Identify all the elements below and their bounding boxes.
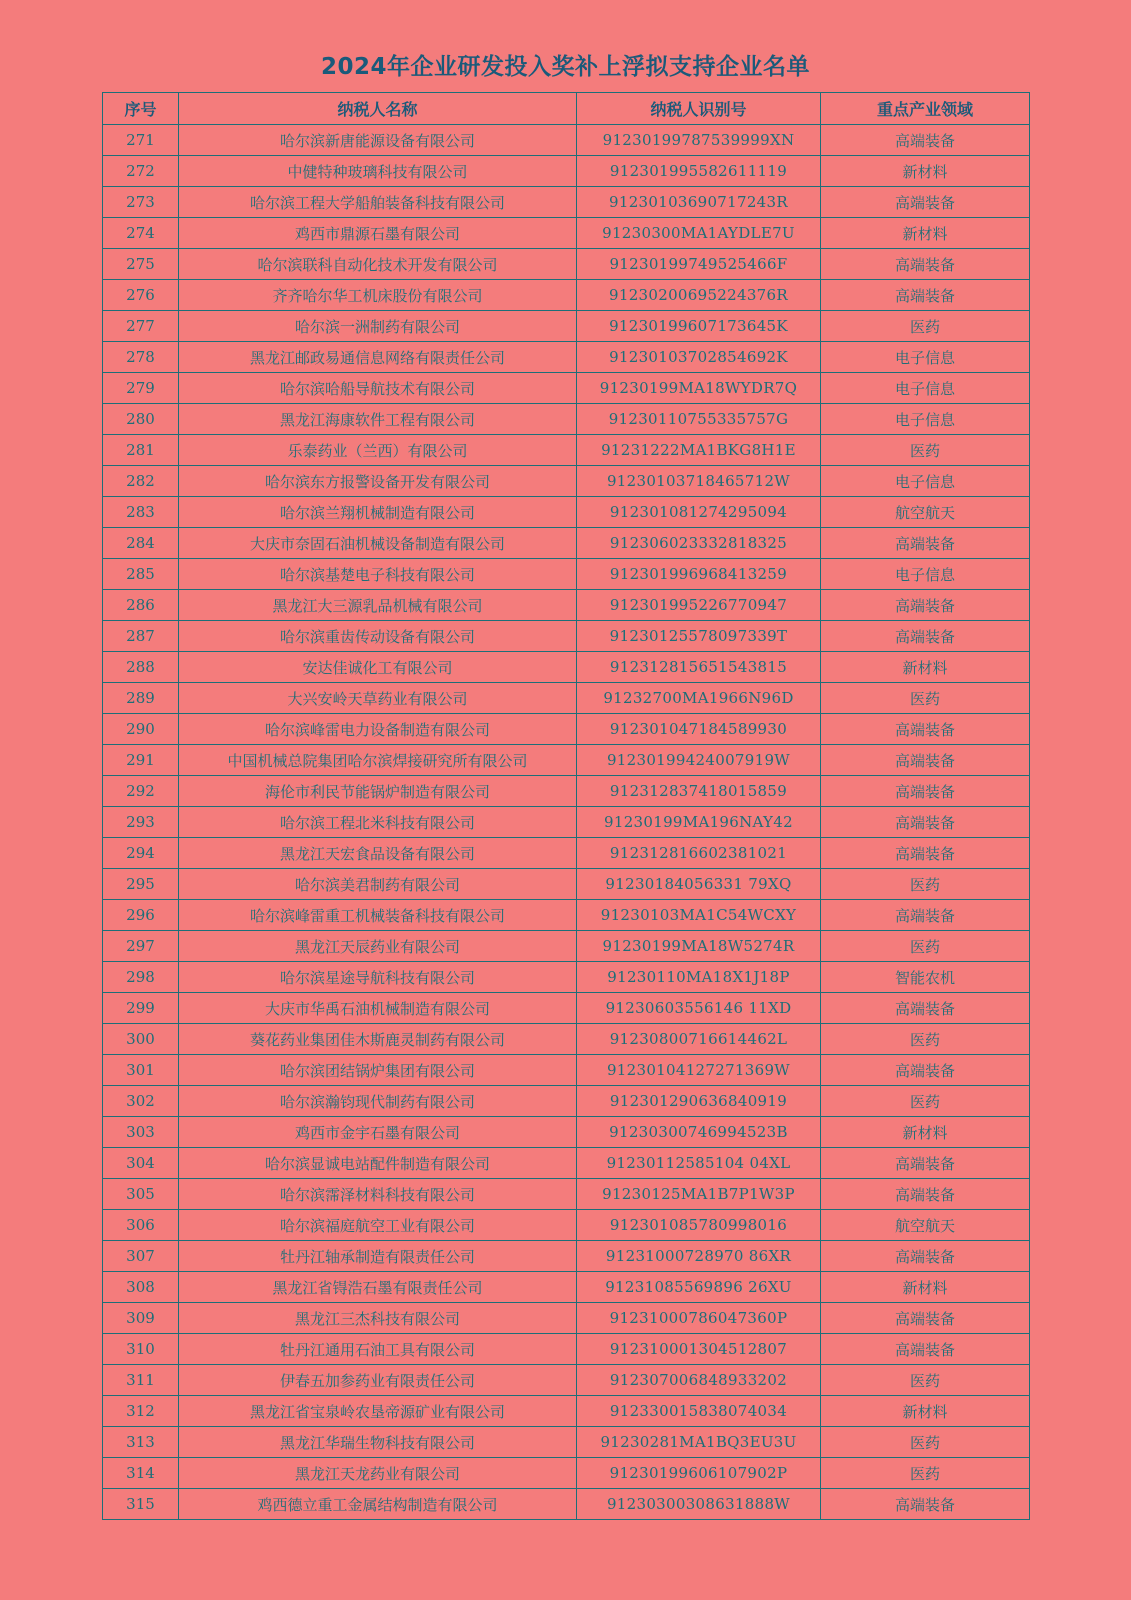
cell-index: 272 — [103, 156, 179, 187]
cell-index: 299 — [103, 993, 179, 1024]
cell-taxpayer-id: 91230125MA1B7P1W3P — [577, 1179, 821, 1210]
cell-taxpayer-id: 91230103690717243R — [577, 187, 821, 218]
cell-taxpayer-id: 91232700MA1966N96D — [577, 683, 821, 714]
cell-taxpayer-id: 91230199606107902P — [577, 1458, 821, 1489]
cell-taxpayer-name: 黑龙江省宝泉岭农垦帝源矿业有限公司 — [179, 1396, 577, 1427]
table-row — [103, 559, 1030, 590]
cell-index: 295 — [103, 869, 179, 900]
cell-taxpayer-name: 中健特种玻璃科技有限公司 — [179, 156, 577, 187]
cell-taxpayer-id: 91230300746994523B — [577, 1117, 821, 1148]
cell-index: 294 — [103, 838, 179, 869]
table-row — [103, 931, 1030, 962]
cell-taxpayer-id: 91231085569896 26XU — [577, 1272, 821, 1303]
cell-industry-field: 新材料 — [821, 652, 1030, 683]
cell-taxpayer-name: 黑龙江省锝浩石墨有限责任公司 — [179, 1272, 577, 1303]
cell-index: 312 — [103, 1396, 179, 1427]
cell-taxpayer-id: 91230199749525466F — [577, 249, 821, 280]
cell-taxpayer-id: 91230110755335757G — [577, 404, 821, 435]
header-industry-field: 重点产业领域 — [821, 93, 1030, 125]
cell-taxpayer-id: 91230112585104 04XL — [577, 1148, 821, 1179]
cell-taxpayer-name: 黑龙江大三源乳品机械有限公司 — [179, 590, 577, 621]
table-row — [103, 125, 1030, 156]
cell-index: 297 — [103, 931, 179, 962]
cell-index: 274 — [103, 218, 179, 249]
cell-index: 307 — [103, 1241, 179, 1272]
table-row — [103, 1241, 1030, 1272]
cell-taxpayer-id: 912301047184589930 — [577, 714, 821, 745]
page-title: 2024年企业研发投入奖补上浮拟支持企业名单 — [320, 54, 810, 80]
cell-taxpayer-id: 912301995582611119 — [577, 156, 821, 187]
cell-taxpayer-id: 91230104127271369W — [577, 1055, 821, 1086]
cell-taxpayer-id: 91230300308631888W — [577, 1489, 821, 1520]
cell-industry-field: 医药 — [821, 1458, 1030, 1489]
cell-index: 305 — [103, 1179, 179, 1210]
cell-industry-field: 高端装备 — [821, 1303, 1030, 1334]
cell-taxpayer-name: 哈尔滨哈船导航技术有限公司 — [179, 373, 577, 404]
enterprise-table — [102, 92, 1030, 1520]
cell-industry-field: 医药 — [821, 1086, 1030, 1117]
cell-industry-field: 新材料 — [821, 156, 1030, 187]
cell-industry-field: 智能农机 — [821, 962, 1030, 993]
table-row — [103, 1055, 1030, 1086]
cell-taxpayer-name: 鸡西市鼎源石墨有限公司 — [179, 218, 577, 249]
cell-index: 284 — [103, 528, 179, 559]
table-row — [103, 1427, 1030, 1458]
cell-industry-field: 高端装备 — [821, 590, 1030, 621]
cell-taxpayer-name: 大庆市奈固石油机械设备制造有限公司 — [179, 528, 577, 559]
cell-index: 278 — [103, 342, 179, 373]
cell-taxpayer-name: 黑龙江邮政易通信息网络有限责任公司 — [179, 342, 577, 373]
cell-industry-field: 高端装备 — [821, 249, 1030, 280]
cell-industry-field: 高端装备 — [821, 900, 1030, 931]
cell-taxpayer-name: 哈尔滨显诚电站配件制造有限公司 — [179, 1148, 577, 1179]
cell-industry-field: 航空航天 — [821, 1210, 1030, 1241]
cell-index: 280 — [103, 404, 179, 435]
cell-industry-field: 高端装备 — [821, 1179, 1030, 1210]
table-row — [103, 776, 1030, 807]
cell-taxpayer-name: 中国机械总院集团哈尔滨焊接研究所有限公司 — [179, 745, 577, 776]
cell-taxpayer-id: 91230103MA1C54WCXY — [577, 900, 821, 931]
table-row — [103, 869, 1030, 900]
table-row — [103, 218, 1030, 249]
table-row — [103, 1024, 1030, 1055]
table-row — [103, 435, 1030, 466]
cell-industry-field: 高端装备 — [821, 807, 1030, 838]
cell-index: 271 — [103, 125, 179, 156]
cell-taxpayer-name: 齐齐哈尔华工机床股份有限公司 — [179, 280, 577, 311]
cell-taxpayer-id: 91230200695224376R — [577, 280, 821, 311]
table-row — [103, 373, 1030, 404]
cell-taxpayer-id: 912306023332818325 — [577, 528, 821, 559]
cell-industry-field: 高端装备 — [821, 993, 1030, 1024]
cell-index: 283 — [103, 497, 179, 528]
cell-taxpayer-id: 91231222MA1BKG8H1E — [577, 435, 821, 466]
cell-taxpayer-name: 哈尔滨重齿传动设备有限公司 — [179, 621, 577, 652]
cell-industry-field: 医药 — [821, 869, 1030, 900]
cell-taxpayer-id: 912330015838074034 — [577, 1396, 821, 1427]
cell-industry-field: 高端装备 — [821, 776, 1030, 807]
table-row — [103, 156, 1030, 187]
table-row — [103, 497, 1030, 528]
cell-index: 289 — [103, 683, 179, 714]
cell-taxpayer-id: 912307006848933202 — [577, 1365, 821, 1396]
cell-taxpayer-id: 91230300MA1AYDLE7U — [577, 218, 821, 249]
table-row — [103, 590, 1030, 621]
cell-index: 308 — [103, 1272, 179, 1303]
header-index: 序号 — [103, 93, 179, 125]
cell-taxpayer-id: 91230199607173645K — [577, 311, 821, 342]
table-row — [103, 900, 1030, 931]
cell-taxpayer-name: 黑龙江海康软件工程有限公司 — [179, 404, 577, 435]
cell-taxpayer-id: 91230184056331 79XQ — [577, 869, 821, 900]
cell-industry-field: 高端装备 — [821, 1334, 1030, 1365]
cell-taxpayer-id: 912312816602381021 — [577, 838, 821, 869]
cell-index: 314 — [103, 1458, 179, 1489]
cell-taxpayer-name: 大兴安岭天草药业有限公司 — [179, 683, 577, 714]
cell-index: 311 — [103, 1365, 179, 1396]
table-row — [103, 1396, 1030, 1427]
cell-index: 303 — [103, 1117, 179, 1148]
cell-index: 277 — [103, 311, 179, 342]
cell-index: 302 — [103, 1086, 179, 1117]
table-row — [103, 1086, 1030, 1117]
cell-taxpayer-name: 哈尔滨星途导航科技有限公司 — [179, 962, 577, 993]
cell-industry-field: 医药 — [821, 1427, 1030, 1458]
cell-taxpayer-name: 哈尔滨峰雷重工机械装备科技有限公司 — [179, 900, 577, 931]
table-row — [103, 1303, 1030, 1334]
table-row — [103, 714, 1030, 745]
cell-taxpayer-name: 哈尔滨兰翔机械制造有限公司 — [179, 497, 577, 528]
cell-industry-field: 高端装备 — [821, 714, 1030, 745]
cell-index: 298 — [103, 962, 179, 993]
table-row — [103, 1365, 1030, 1396]
cell-industry-field: 新材料 — [821, 218, 1030, 249]
cell-index: 315 — [103, 1489, 179, 1520]
cell-industry-field: 高端装备 — [821, 187, 1030, 218]
cell-industry-field: 医药 — [821, 1024, 1030, 1055]
cell-index: 282 — [103, 466, 179, 497]
cell-taxpayer-name: 哈尔滨工程北米科技有限公司 — [179, 807, 577, 838]
cell-industry-field: 医药 — [821, 435, 1030, 466]
cell-industry-field: 医药 — [821, 931, 1030, 962]
cell-industry-field: 航空航天 — [821, 497, 1030, 528]
table-row — [103, 683, 1030, 714]
cell-industry-field: 高端装备 — [821, 1148, 1030, 1179]
cell-taxpayer-name: 安达佳诚化工有限公司 — [179, 652, 577, 683]
cell-taxpayer-name: 黑龙江天辰药业有限公司 — [179, 931, 577, 962]
cell-industry-field: 医药 — [821, 311, 1030, 342]
cell-taxpayer-id: 912301290636840919 — [577, 1086, 821, 1117]
cell-index: 286 — [103, 590, 179, 621]
cell-taxpayer-id: 91230199MA196NAY42 — [577, 807, 821, 838]
cell-taxpayer-name: 哈尔滨基楚电子科技有限公司 — [179, 559, 577, 590]
cell-index: 279 — [103, 373, 179, 404]
table-row — [103, 745, 1030, 776]
cell-index: 275 — [103, 249, 179, 280]
cell-taxpayer-name: 黑龙江华瑞生物科技有限公司 — [179, 1427, 577, 1458]
cell-taxpayer-id: 912301085780998016 — [577, 1210, 821, 1241]
cell-index: 291 — [103, 745, 179, 776]
cell-taxpayer-id: 912312837418015859 — [577, 776, 821, 807]
cell-index: 285 — [103, 559, 179, 590]
cell-taxpayer-name: 哈尔滨新唐能源设备有限公司 — [179, 125, 577, 156]
table-row — [103, 1148, 1030, 1179]
table-row — [103, 404, 1030, 435]
cell-taxpayer-id: 912301081274295094 — [577, 497, 821, 528]
cell-taxpayer-id: 91230603556146 11XD — [577, 993, 821, 1024]
cell-taxpayer-id: 912310001304512807 — [577, 1334, 821, 1365]
cell-industry-field: 高端装备 — [821, 528, 1030, 559]
cell-index: 296 — [103, 900, 179, 931]
table-row — [103, 652, 1030, 683]
cell-industry-field: 电子信息 — [821, 373, 1030, 404]
cell-index: 309 — [103, 1303, 179, 1334]
cell-taxpayer-id: 91231000786047360P — [577, 1303, 821, 1334]
cell-index: 281 — [103, 435, 179, 466]
table-row — [103, 249, 1030, 280]
cell-taxpayer-name: 伊春五加参药业有限责任公司 — [179, 1365, 577, 1396]
cell-index: 313 — [103, 1427, 179, 1458]
cell-index: 310 — [103, 1334, 179, 1365]
table-row — [103, 962, 1030, 993]
cell-taxpayer-name: 哈尔滨团结锅炉集团有限公司 — [179, 1055, 577, 1086]
cell-index: 276 — [103, 280, 179, 311]
table-row — [103, 1334, 1030, 1365]
table-row — [103, 466, 1030, 497]
cell-taxpayer-id: 91230125578097339T — [577, 621, 821, 652]
cell-industry-field: 高端装备 — [821, 125, 1030, 156]
cell-taxpayer-name: 牡丹江轴承制造有限责任公司 — [179, 1241, 577, 1272]
cell-taxpayer-id: 91230110MA18X1J18P — [577, 962, 821, 993]
cell-taxpayer-name: 大庆市华禹石油机械制造有限公司 — [179, 993, 577, 1024]
cell-taxpayer-name: 哈尔滨美君制药有限公司 — [179, 869, 577, 900]
header-taxpayer-id: 纳税人识别号 — [577, 93, 821, 125]
cell-industry-field: 高端装备 — [821, 838, 1030, 869]
cell-taxpayer-name: 黑龙江天宏食品设备有限公司 — [179, 838, 577, 869]
cell-taxpayer-name: 哈尔滨工程大学船舶装备科技有限公司 — [179, 187, 577, 218]
cell-index: 293 — [103, 807, 179, 838]
cell-index: 292 — [103, 776, 179, 807]
table-row — [103, 528, 1030, 559]
cell-taxpayer-name: 哈尔滨霈泽材料科技有限公司 — [179, 1179, 577, 1210]
cell-taxpayer-name: 哈尔滨一洲制药有限公司 — [179, 311, 577, 342]
cell-index: 301 — [103, 1055, 179, 1086]
cell-industry-field: 电子信息 — [821, 466, 1030, 497]
cell-taxpayer-name: 哈尔滨东方报警设备开发有限公司 — [179, 466, 577, 497]
cell-index: 287 — [103, 621, 179, 652]
cell-index: 273 — [103, 187, 179, 218]
cell-industry-field: 电子信息 — [821, 404, 1030, 435]
cell-index: 306 — [103, 1210, 179, 1241]
cell-taxpayer-id: 912312815651543815 — [577, 652, 821, 683]
table-header-row — [103, 93, 1030, 125]
table-row — [103, 993, 1030, 1024]
cell-index: 300 — [103, 1024, 179, 1055]
table-row — [103, 807, 1030, 838]
table-row — [103, 621, 1030, 652]
table-row — [103, 342, 1030, 373]
table-row — [103, 1272, 1030, 1303]
cell-industry-field: 高端装备 — [821, 1489, 1030, 1520]
cell-taxpayer-name: 黑龙江三杰科技有限公司 — [179, 1303, 577, 1334]
table-row — [103, 838, 1030, 869]
cell-taxpayer-name: 哈尔滨瀚钧现代制药有限公司 — [179, 1086, 577, 1117]
table-row — [103, 1117, 1030, 1148]
cell-index: 304 — [103, 1148, 179, 1179]
cell-industry-field: 电子信息 — [821, 559, 1030, 590]
cell-industry-field: 新材料 — [821, 1396, 1030, 1427]
cell-taxpayer-id: 91230103718465712W — [577, 466, 821, 497]
cell-taxpayer-id: 91230199424007919W — [577, 745, 821, 776]
cell-taxpayer-id: 91231000728970 86XR — [577, 1241, 821, 1272]
table-row — [103, 1210, 1030, 1241]
table-row — [103, 1458, 1030, 1489]
cell-industry-field: 新材料 — [821, 1272, 1030, 1303]
cell-taxpayer-id: 91230199MA18W5274R — [577, 931, 821, 962]
cell-taxpayer-id: 91230199MA18WYDR7Q — [577, 373, 821, 404]
cell-industry-field: 高端装备 — [821, 745, 1030, 776]
header-taxpayer-name: 纳税人名称 — [179, 93, 577, 125]
cell-taxpayer-name: 哈尔滨峰雷电力设备制造有限公司 — [179, 714, 577, 745]
table-row — [103, 280, 1030, 311]
cell-industry-field: 医药 — [821, 1365, 1030, 1396]
cell-index: 288 — [103, 652, 179, 683]
cell-taxpayer-name: 葵花药业集团佳木斯鹿灵制药有限公司 — [179, 1024, 577, 1055]
cell-taxpayer-name: 哈尔滨联科自动化技术开发有限公司 — [179, 249, 577, 280]
cell-industry-field: 高端装备 — [821, 280, 1030, 311]
cell-industry-field: 高端装备 — [821, 1241, 1030, 1272]
table-row — [103, 187, 1030, 218]
cell-taxpayer-id: 91230103702854692K — [577, 342, 821, 373]
cell-taxpayer-name: 鸡西市金宇石墨有限公司 — [179, 1117, 577, 1148]
cell-taxpayer-name: 黑龙江天龙药业有限公司 — [179, 1458, 577, 1489]
cell-taxpayer-id: 91230199787539999XN — [577, 125, 821, 156]
cell-industry-field: 高端装备 — [821, 621, 1030, 652]
cell-taxpayer-id: 912301995226770947 — [577, 590, 821, 621]
cell-taxpayer-name: 牡丹江通用石油工具有限公司 — [179, 1334, 577, 1365]
cell-taxpayer-name: 哈尔滨福庭航空工业有限公司 — [179, 1210, 577, 1241]
table-row — [103, 311, 1030, 342]
cell-taxpayer-name: 乐泰药业（兰西）有限公司 — [179, 435, 577, 466]
table-row — [103, 1489, 1030, 1520]
cell-taxpayer-name: 鸡西德立重工金属结构制造有限公司 — [179, 1489, 577, 1520]
table-row — [103, 1179, 1030, 1210]
cell-index: 290 — [103, 714, 179, 745]
cell-taxpayer-id: 912301996968413259 — [577, 559, 821, 590]
cell-industry-field: 电子信息 — [821, 342, 1030, 373]
cell-taxpayer-id: 91230281MA1BQ3EU3U — [577, 1427, 821, 1458]
cell-industry-field: 新材料 — [821, 1117, 1030, 1148]
cell-taxpayer-name: 海伦市利民节能锅炉制造有限公司 — [179, 776, 577, 807]
cell-industry-field: 高端装备 — [821, 1055, 1030, 1086]
cell-taxpayer-id: 91230800716614462L — [577, 1024, 821, 1055]
cell-industry-field: 医药 — [821, 683, 1030, 714]
